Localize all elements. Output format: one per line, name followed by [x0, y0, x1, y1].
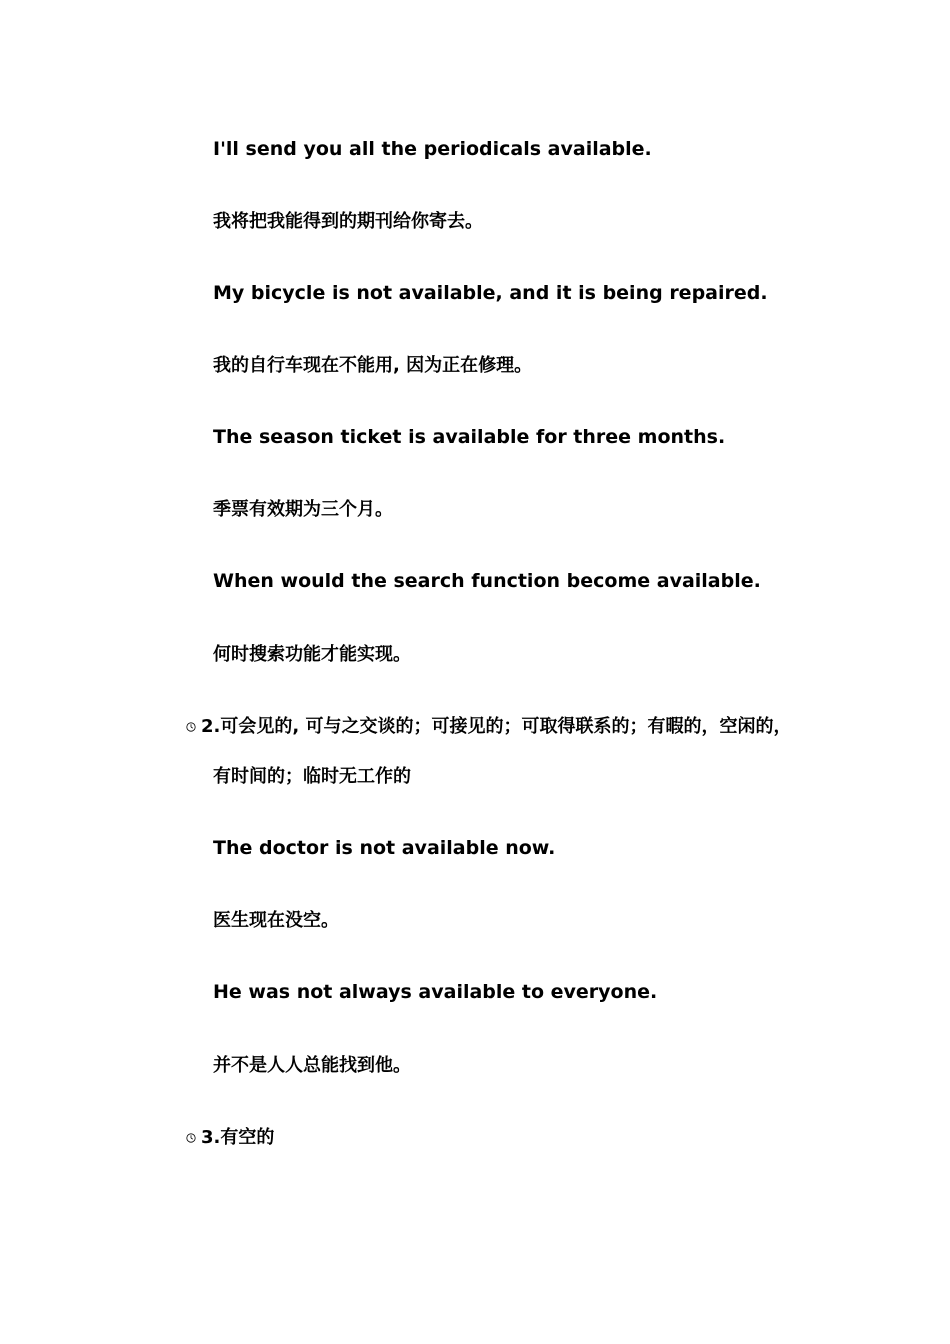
- example-en-6: He was not always available to everyone.: [213, 981, 658, 1003]
- example-en-4: When would the search function become available.: [213, 570, 761, 592]
- section-heading-2-cont: 有时间的；临时无工作的: [213, 766, 411, 787]
- example-zh-3: 季票有效期为三个月。: [213, 499, 393, 520]
- clock-icon: [186, 1133, 196, 1143]
- example-en-5: The doctor is not available now.: [213, 837, 556, 859]
- example-zh-6: 并不是人人总能找到他。: [213, 1055, 411, 1076]
- example-zh-2: 我的自行车现在不能用, 因为正在修理。: [213, 355, 533, 376]
- section-heading-2: [186, 718, 791, 736]
- example-en-3: The season ticket is available for three months.: [213, 426, 726, 448]
- example-en-1: I'll send you all the periodicals available.: [213, 138, 652, 160]
- example-zh-1: 我将把我能得到的期刊给你寄去。: [213, 211, 483, 232]
- clock-icon: [186, 722, 196, 732]
- section-heading-2-text: 2.可会见的, 可与之交谈的；可接见的；可取得联系的；有暇的，空闲的，: [201, 716, 792, 737]
- section-heading-3: [186, 1129, 274, 1147]
- example-en-2: My bicycle is not available, and it is being repaired.: [213, 282, 768, 304]
- section-heading-3-text: 3.有空的: [201, 1127, 275, 1148]
- example-zh-5: 医生现在没空。: [213, 910, 339, 931]
- example-zh-4: 何时搜索功能才能实现。: [213, 644, 411, 665]
